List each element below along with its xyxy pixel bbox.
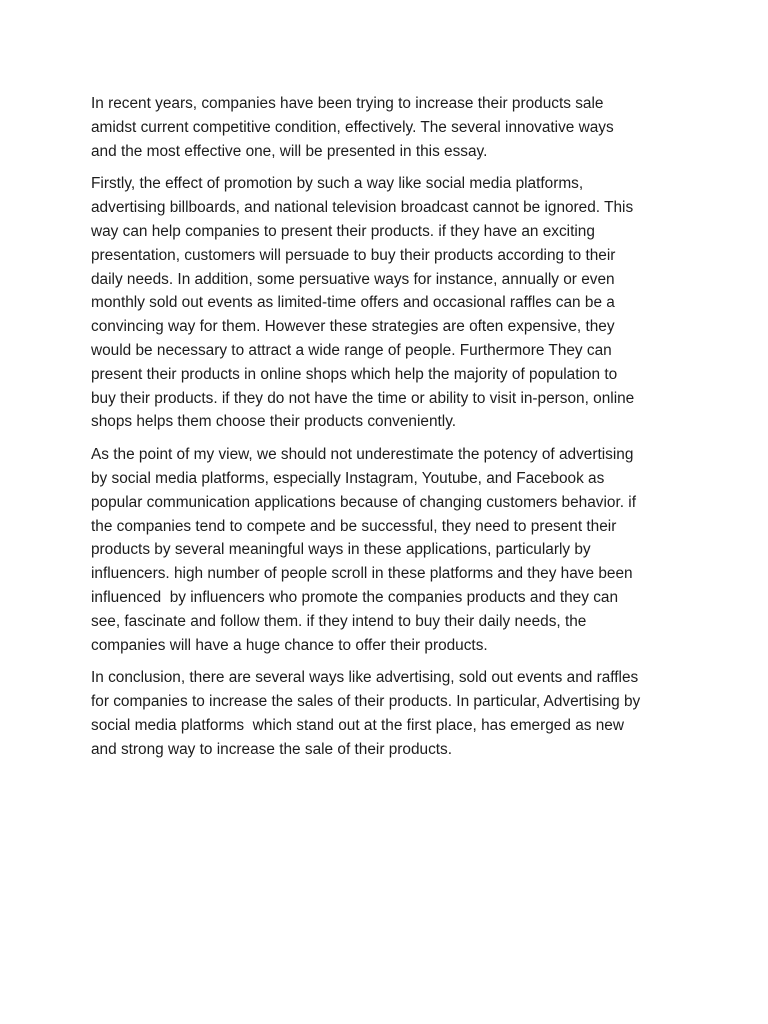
- text-line: As the point of my view, we should not underestimate the potency of advertising: [91, 446, 634, 464]
- paragraph-body-2: [91, 443, 691, 657]
- text-line: amidst current competitive condition, effectively. The several innovative ways: [91, 118, 614, 136]
- text-line: presentation, customers will persuade to buy their products according to their: [91, 246, 616, 264]
- text-line: social media platforms which stand out at the first place, has emerged as new: [91, 716, 624, 734]
- text-line: daily needs. In addition, some persuative ways for instance, annually or even: [91, 270, 615, 288]
- text-line: products by several meaningful ways in these applications, particularly by: [91, 541, 591, 559]
- text-line: monthly sold out events as limited-time offers and occasional raffles can be a: [91, 294, 615, 312]
- text-line: shops helps them choose their products conveniently.: [91, 413, 457, 431]
- text-line: influencers. high number of people scroll in these platforms and they have been: [91, 565, 633, 583]
- paragraph-introduction: [91, 92, 691, 163]
- text-line: way can help companies to present their products. if they have an exciting: [91, 222, 595, 240]
- text-line: for companies to increase the sales of their products. In particular, Advertising by: [91, 693, 641, 711]
- text-line: popular communication applications because of changing customers behavior. if: [91, 493, 636, 511]
- text-line: buy their products. if they do not have the time or ability to visit in-person, online: [91, 389, 635, 407]
- paragraph-conclusion: [91, 666, 691, 761]
- text-line: In recent years, companies have been trying to increase their products sale: [91, 95, 604, 112]
- text-line: influenced by influencers who promote the companies products and they can: [91, 588, 619, 606]
- text-line: would be necessary to attract a wide range of people. Furthermore They can: [91, 341, 612, 359]
- text-line: and strong way to increase the sale of their products.: [91, 740, 453, 758]
- text-line: convincing way for them. However these strategies are often expensive, they: [91, 318, 615, 336]
- text-line: see, fascinate and follow them. if they intend to buy their daily needs, the: [91, 612, 587, 630]
- text-line: companies will have a huge chance to offer their products.: [91, 636, 488, 654]
- text-line: by social media platforms, especially Instagram, Youtube, and Facebook as: [91, 469, 605, 487]
- essay-body: [91, 92, 691, 771]
- text-line: and the most effective one, will be presented in this essay.: [91, 142, 488, 160]
- text-line: Firstly, the effect of promotion by such a way like social media platforms,: [91, 175, 584, 193]
- paragraph-body-1: [91, 172, 691, 434]
- text-line: In conclusion, there are several ways like advertising, sold out events and raffles: [91, 669, 639, 687]
- text-line: present their products in online shops which help the majority of population to: [91, 365, 618, 383]
- text-line: the companies tend to compete and be successful, they need to present their: [91, 517, 617, 535]
- text-line: advertising billboards, and national television broadcast cannot be ignored. This: [91, 199, 634, 217]
